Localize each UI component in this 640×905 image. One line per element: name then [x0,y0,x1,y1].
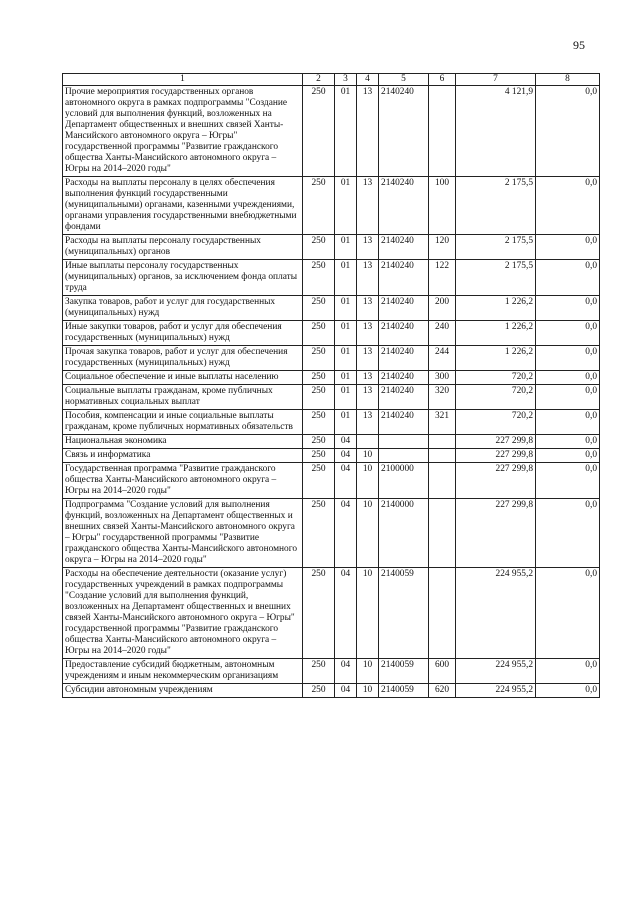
table-header-row [63,74,600,86]
amount-2-cell: 0,0 [536,410,600,435]
row-name-cell: Национальная экономика [63,435,303,449]
row-name-cell: Пособия, компенсации и иные социальные выплаты гражданам, кроме публичных нормативных обязательств [63,410,303,435]
amount-cell: 2 175,5 [456,235,536,260]
section-code-cell: 04 [335,463,357,499]
amount-2-cell: 0,0 [536,371,600,385]
section-code-cell: 01 [335,296,357,321]
expense-type-cell [429,435,456,449]
row-name-cell: Социальное обеспечение и иные выплаты населению [63,371,303,385]
table-row [63,684,600,698]
admin-code-cell: 250 [303,321,335,346]
row-name-cell: Расходы на обеспечение деятельности (оказание услуг) государственных учреждений в рамках подпрограммы "Создание условий для выполнения функций, возложенных на Департамент общественных и внешних связей Ханты-Мансийского автономного округа – Югры" государственной программы "Развитие гражданского общества Ханты-Мансийского автономного округа – Югры на 2014–2020 годы" [63,568,303,659]
admin-code-cell: 250 [303,86,335,177]
amount-cell: 227 299,8 [456,463,536,499]
amount-2-cell: 0,0 [536,177,600,235]
subsection-code-cell: 10 [357,463,379,499]
row-name-cell: Иные выплаты персоналу государственных (муниципальных) органов, за исключением фонда оплаты труда [63,260,303,296]
target-article-cell: 2140240 [379,177,429,235]
section-code-cell: 01 [335,410,357,435]
subsection-code-cell: 13 [357,321,379,346]
table-row [63,177,600,235]
admin-code-cell: 250 [303,346,335,371]
table-row [63,449,600,463]
row-name-cell: Прочая закупка товаров, работ и услуг для обеспечения государственных (муниципальных) нужд [63,346,303,371]
subsection-code-cell [357,435,379,449]
table-row [63,499,600,568]
row-name-cell: Подпрограмма "Создание условий для выполнения функций, возложенных на Департамент общественных и внешних связей Ханты-Мансийского автономного округа – Югры" государственной программы "Развитие гражданского общества Ханты-Мансийского автономного округа – Югры на 2014–2020 годы" [63,499,303,568]
amount-2-cell: 0,0 [536,385,600,410]
header-cell: 4 [357,74,379,86]
target-article-cell: 2140240 [379,321,429,346]
row-name-cell: Предоставление субсидий бюджетным, автономным учреждениям и иным некоммерческим организациям [63,659,303,684]
expense-type-cell: 620 [429,684,456,698]
table-row [63,463,600,499]
section-code-cell: 04 [335,449,357,463]
target-article-cell: 2140240 [379,385,429,410]
table-row [63,86,600,177]
admin-code-cell: 250 [303,177,335,235]
amount-cell: 720,2 [456,385,536,410]
admin-code-cell: 250 [303,260,335,296]
header-cell: 8 [536,74,600,86]
table-row [63,296,600,321]
amount-cell: 227 299,8 [456,435,536,449]
row-name-cell: Закупка товаров, работ и услуг для государственных (муниципальных) нужд [63,296,303,321]
row-name-cell: Иные закупки товаров, работ и услуг для обеспечения государственных (муниципальных) нужд [63,321,303,346]
row-name-cell: Расходы на выплаты персоналу государственных (муниципальных) органов [63,235,303,260]
table-row [63,568,600,659]
amount-cell: 2 175,5 [456,260,536,296]
amount-cell: 2 175,5 [456,177,536,235]
expense-type-cell [429,499,456,568]
row-name-cell: Субсидии автономным учреждениям [63,684,303,698]
expense-type-cell: 122 [429,260,456,296]
target-article-cell: 2140240 [379,235,429,260]
admin-code-cell: 250 [303,410,335,435]
table-row [63,410,600,435]
header-cell: 3 [335,74,357,86]
row-name-cell: Прочие мероприятия государственных органов автономного округа в рамках подпрограммы "Создание условий для выполнения функций, возложенных на Департамент общественных и внешних связей Ханты-Мансийского автономного округа – Югры" государственной программы "Развитие гражданского общества Ханты-Мансийского автономного округа – Югры на 2014–2020 годы" [63,86,303,177]
subsection-code-cell: 10 [357,684,379,698]
row-name-cell: Связь и информатика [63,449,303,463]
admin-code-cell: 250 [303,385,335,410]
amount-cell: 720,2 [456,371,536,385]
target-article-cell: 2140240 [379,86,429,177]
amount-2-cell: 0,0 [536,659,600,684]
subsection-code-cell: 10 [357,568,379,659]
expense-type-cell [429,86,456,177]
target-article-cell [379,449,429,463]
admin-code-cell: 250 [303,371,335,385]
table-row [63,371,600,385]
amount-2-cell: 0,0 [536,449,600,463]
row-name-cell: Расходы на выплаты персоналу в целях обеспечения выполнения функций государственными (муниципальными) органами, казенными учреждениями, органами управления государственными внебюджетными фондами [63,177,303,235]
expense-type-cell: 100 [429,177,456,235]
expense-type-cell: 600 [429,659,456,684]
header-cell: 5 [379,74,429,86]
target-article-cell: 2140000 [379,499,429,568]
target-article-cell: 2140059 [379,684,429,698]
subsection-code-cell: 13 [357,260,379,296]
subsection-code-cell: 13 [357,177,379,235]
subsection-code-cell: 13 [357,235,379,260]
table-row [63,346,600,371]
target-article-cell: 2100000 [379,463,429,499]
header-cell: 2 [303,74,335,86]
budget-table [62,73,600,698]
admin-code-cell: 250 [303,296,335,321]
section-code-cell: 01 [335,385,357,410]
subsection-code-cell: 13 [357,296,379,321]
subsection-code-cell: 13 [357,346,379,371]
expense-type-cell [429,463,456,499]
section-code-cell: 01 [335,321,357,346]
expense-type-cell: 320 [429,385,456,410]
page-number: 95 [573,38,585,52]
admin-code-cell: 250 [303,568,335,659]
target-article-cell: 2140240 [379,371,429,385]
section-code-cell: 04 [335,568,357,659]
amount-2-cell: 0,0 [536,499,600,568]
table-row [63,260,600,296]
section-code-cell: 04 [335,435,357,449]
amount-2-cell: 0,0 [536,435,600,449]
target-article-cell: 2140240 [379,296,429,321]
amount-cell: 1 226,2 [456,296,536,321]
row-name-cell: Государственная программа "Развитие гражданского общества Ханты-Мансийского автономного округа – Югры на 2014–2020 годы" [63,463,303,499]
subsection-code-cell: 13 [357,385,379,410]
admin-code-cell: 250 [303,684,335,698]
amount-cell: 1 226,2 [456,321,536,346]
section-code-cell: 04 [335,499,357,568]
amount-2-cell: 0,0 [536,260,600,296]
amount-2-cell: 0,0 [536,463,600,499]
amount-cell: 224 955,2 [456,568,536,659]
header-cell: 6 [429,74,456,86]
subsection-code-cell: 10 [357,659,379,684]
amount-cell: 227 299,8 [456,499,536,568]
admin-code-cell: 250 [303,449,335,463]
subsection-code-cell: 13 [357,86,379,177]
amount-cell: 4 121,9 [456,86,536,177]
expense-type-cell: 300 [429,371,456,385]
section-code-cell: 04 [335,684,357,698]
section-code-cell: 04 [335,659,357,684]
amount-cell: 227 299,8 [456,449,536,463]
subsection-code-cell: 10 [357,449,379,463]
table-row [63,659,600,684]
expense-type-cell: 321 [429,410,456,435]
header-cell: 7 [456,74,536,86]
table-row [63,385,600,410]
target-article-cell: 2140240 [379,346,429,371]
subsection-code-cell: 13 [357,371,379,385]
admin-code-cell: 250 [303,435,335,449]
table-row [63,235,600,260]
amount-cell: 1 226,2 [456,346,536,371]
expense-type-cell [429,449,456,463]
admin-code-cell: 250 [303,499,335,568]
header-cell: 1 [63,74,303,86]
amount-cell: 224 955,2 [456,684,536,698]
amount-cell: 720,2 [456,410,536,435]
target-article-cell: 2140240 [379,260,429,296]
target-article-cell: 2140240 [379,410,429,435]
target-article-cell: 2140059 [379,568,429,659]
section-code-cell: 01 [335,235,357,260]
admin-code-cell: 250 [303,659,335,684]
expense-type-cell: 244 [429,346,456,371]
section-code-cell: 01 [335,371,357,385]
amount-2-cell: 0,0 [536,235,600,260]
section-code-cell: 01 [335,260,357,296]
amount-2-cell: 0,0 [536,684,600,698]
target-article-cell [379,435,429,449]
target-article-cell: 2140059 [379,659,429,684]
section-code-cell: 01 [335,177,357,235]
expense-type-cell: 200 [429,296,456,321]
expense-type-cell: 240 [429,321,456,346]
row-name-cell: Социальные выплаты гражданам, кроме публичных нормативных социальных выплат [63,385,303,410]
expense-type-cell [429,568,456,659]
admin-code-cell: 250 [303,463,335,499]
subsection-code-cell: 13 [357,410,379,435]
amount-2-cell: 0,0 [536,86,600,177]
amount-2-cell: 0,0 [536,568,600,659]
subsection-code-cell: 10 [357,499,379,568]
amount-2-cell: 0,0 [536,346,600,371]
amount-2-cell: 0,0 [536,321,600,346]
table-row [63,435,600,449]
amount-2-cell: 0,0 [536,296,600,321]
expense-type-cell: 120 [429,235,456,260]
admin-code-cell: 250 [303,235,335,260]
table-row [63,321,600,346]
section-code-cell: 01 [335,346,357,371]
section-code-cell: 01 [335,86,357,177]
amount-cell: 224 955,2 [456,659,536,684]
